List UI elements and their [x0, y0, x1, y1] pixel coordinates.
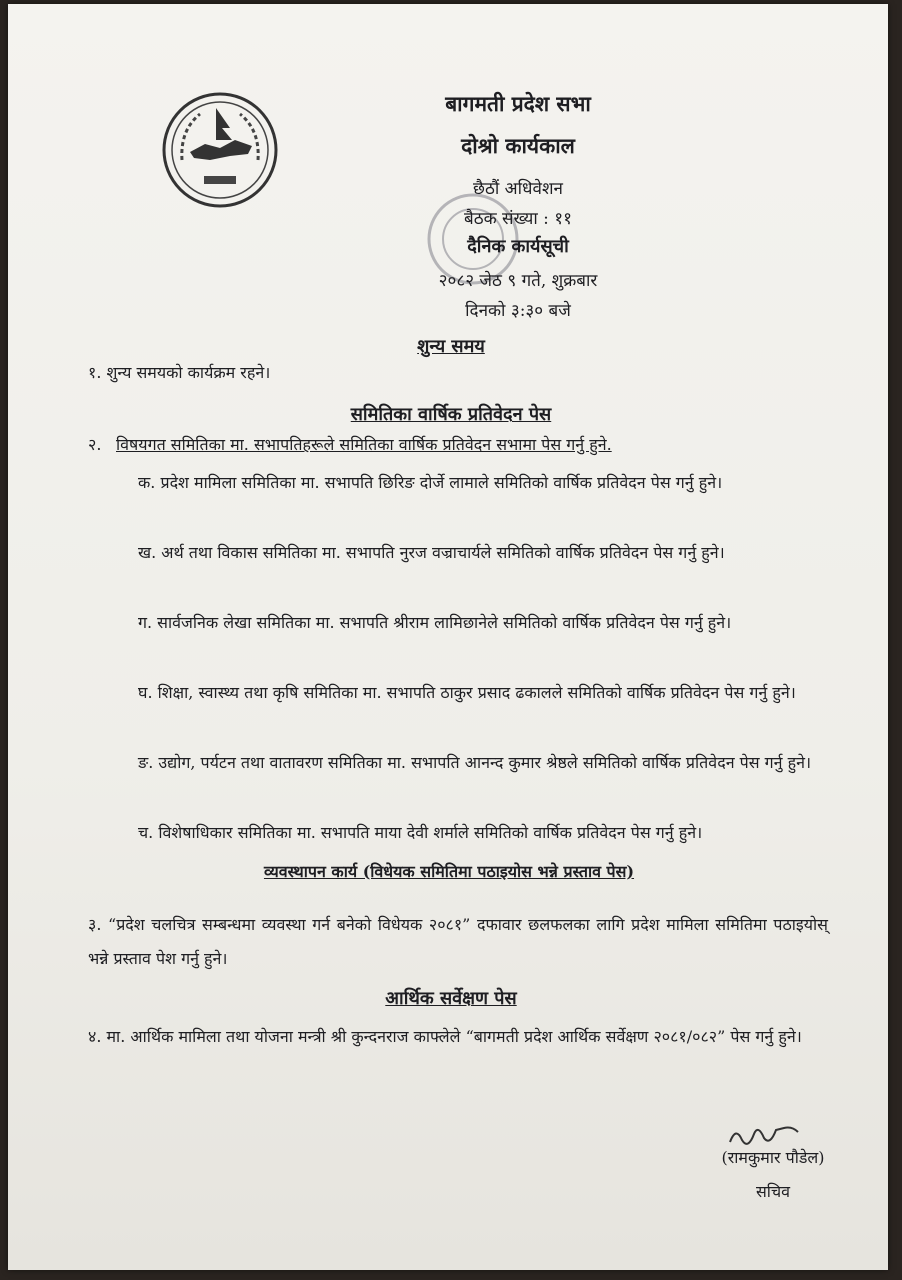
session: छैठौं अधिवेशन	[473, 179, 563, 199]
signatory-name: (रामकुमार पौडेल)	[721, 1148, 825, 1167]
time: दिनको ३:३० बजे	[465, 301, 571, 321]
agenda-title: दैनिक कार्यसूची	[467, 236, 569, 257]
date: २०८२ जेठ ९ गते, शुक्रबार	[438, 271, 598, 291]
province-emblem-icon	[160, 90, 280, 210]
sub-item-kha: ख. अर्थ तथा विकास समितिका मा. सभापति नुरज वज्राचार्यले समितिको वार्षिक प्रतिवेदन पेस गर्नु हुने।	[138, 543, 725, 562]
item-2-text: विषयगत समितिका मा. सभापतिहरूले समितिका वार्षिक प्रतिवेदन सभामा पेस गर्नु हुने.	[116, 435, 612, 454]
item-2	[88, 428, 828, 462]
meeting-number: बैठक संख्या : ११	[464, 209, 572, 229]
document-page	[8, 4, 888, 1270]
legislation-title: व्यवस्थापन कार्य (विधेयक समितिमा पठाइयोस भन्ने प्रस्ताव पेस)	[263, 862, 635, 881]
item-2-number: २.	[88, 435, 102, 454]
item-4: ४. मा. आर्थिक मामिला तथा योजना मन्त्री श्री कुन्दनराज काफ्लेले “बागमती प्रदेश आर्थिक सर्वेक्षण २०८१/०८२” पेस गर्नु हुने।	[88, 1027, 802, 1046]
assembly-name: बागमती प्रदेश सभा	[445, 91, 591, 116]
item-3: ३. “प्रदेश चलचित्र सम्बन्धमा व्यवस्था गर्न बनेको विधेयक २०८१” दफावार छलफलका लागि प्रदेश मामिला समितिमा पठाइयोस् भन्ने प्रस्ताव पेश गर्नु हुने।	[88, 915, 828, 968]
sub-item-ka: क. प्रदेश मामिला समितिका मा. सभापति छिरिङ दोर्जे लामाले समितिको वार्षिक प्रतिवेदन पेस गर्नु हुने।	[138, 473, 723, 492]
committee-reports-title: समितिका वार्षिक प्रतिवेदन पेस	[350, 404, 552, 425]
item-1: १. शुन्य समयको कार्यक्रम रहने।	[88, 363, 271, 382]
signatory-title: सचिव	[755, 1182, 791, 1201]
sub-item-gha: घ. शिक्षा, स्वास्थ्य तथा कृषि समितिका मा. सभापति ठाकुर प्रसाद ढकालले समितिको वार्षिक प्रतिवेदन पेस गर्नु हुने।	[138, 683, 796, 702]
sub-item-ga: ग. सार्वजनिक लेखा समितिका मा. सभापति श्रीराम लामिछानेले समितिको वार्षिक प्रतिवेदन पेस गर्नु हुने।	[138, 613, 732, 632]
sub-item-cha: च. विशेषाधिकार समितिका मा. सभापति माया देवी शर्माले समितिको वार्षिक प्रतिवेदन पेस गर्नु हुने।	[138, 823, 703, 842]
sub-item-nga: ङ. उद्योग, पर्यटन तथा वातावरण समितिका मा. सभापति आनन्द कुमार श्रेष्ठले समितिको वार्षिक प्रतिवेदन पेस गर्नु हुने।	[138, 753, 812, 772]
zero-hour-title: शुन्य समय	[417, 336, 485, 357]
economic-survey-title: आर्थिक सर्वेक्षण पेस	[385, 988, 517, 1009]
term: दोश्रो कार्यकाल	[461, 133, 575, 158]
